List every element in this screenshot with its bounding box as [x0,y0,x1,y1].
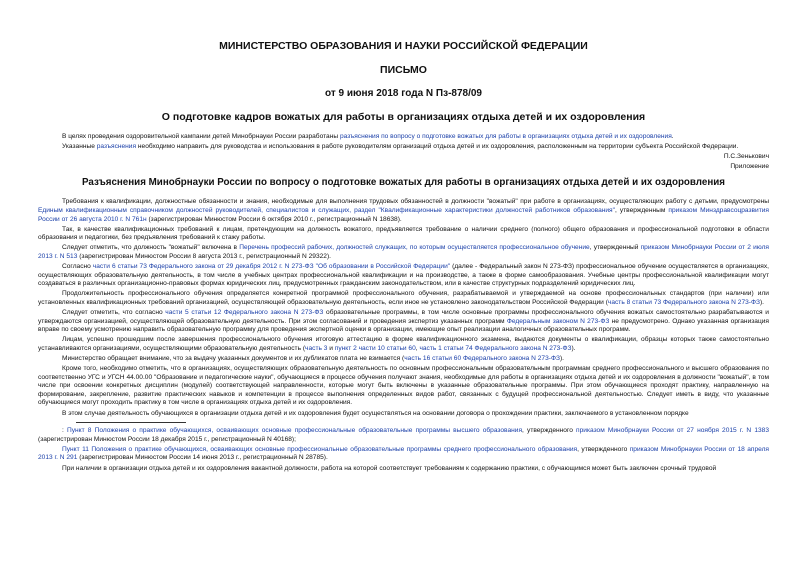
federal-law-273-link[interactable]: Федеральным законом N 273-ФЗ [506,317,610,325]
document-title: О подготовке кадров вожатых для работы в организациях отдыха детей и их оздоровления [161,111,646,123]
section-title: Разъяснения Минобрнауки России по вопросу о подготовке вожатых для работы в организациях отдыха детей и их оздоровления [81,177,726,189]
article-74-part-1-link[interactable]: часть 1 статьи 74 Федерального закона N 273-ФЗ [419,344,572,352]
body-paragraph: В этом случае деятельность обучающихся в организации отдыха детей и их оздоровления будет осуществляться на основании договора о прохождении практики, заключаемого в установленном порядке [62,409,689,417]
footnote: : Пункт 8 Положения о практике обучающихся, осваивающих основные профессиональные образовательные программы высшего образования, утвержденного приказом Минобрнауки России от 27 ноября 2015 г. N 1383 (зарегистрирован Минюстом России 18 декабря 2015 г., регистрационный N 40168); [38,427,769,443]
body-paragraph: Кроме того, необходимо отметить, что в организациях, осуществляющих образовательную деятельность по основным профессиональным образовательным программам среднего профессионального и высшего образования по соответственно УГС и УГСН 44.00.00 "Образование и педагогические науки", обучающиеся в процессе обучения получают знания, необходимые для работы в организациях отдыха детей и их оздоровления в должности "вожатый", в том числе при освоении конкретных дисциплин (модулей) соответствующей направленности, которые могут быть включены в указанные образовательные программы. При этом обучающиеся проходят практику, направленную на формирование, закрепление, развитие практических навыков и компетенции в процессе выполнения определенных видов работ, связанных с будущей профессиональной деятельностью. Следует иметь в виду, что указанные обучающиеся могут проходить практику в том числе в организациях отдыха детей и их оздоровления. [38,365,769,407]
body-paragraph: Следует отметить, что должность "вожатый" включена в Перечень профессий рабочих, должностей служащих, по которым осуществляется профессиональное обучение, утвержденный приказом Минобрнауки России от 2 июля 2013 г. N 513 (зарегистрирован Минюстом России 8 августа 2013 г., регистрационный N 29322). [38,244,769,260]
footnote: При наличии в организации отдыха детей и их оздоровления вакантной должности, работа на которой соответствует требованиям к содержанию практики, с обучающимся может быть заключен срочный трудовой [62,464,717,472]
body-paragraph: Следует отметить, что согласно части 5 статьи 12 Федерального закона N 273-ФЗ образовательные программы, в том числе основные программы профессионального обучения вожатых самостоятельно разрабатываются и утверждаются организацией, осуществляющей образовательную деятельность. При этом согласований и проведения экспертиз указанных программ Федеральным законом N 273-ФЗ не предусмотрено. Однако указанная организация вправе по своему усмотрению направить образовательную программу для проведения экспертной оценки в организации, имеющие опыт реализации аналогичных образовательных программ. [38,309,769,334]
secondary-ed-practice-link[interactable]: Пункт 11 Положения о практике обучающихся, осваивающих основные профессиональные образовательные программы среднего профессионального образования [62,445,578,453]
article-73-part-8-link[interactable]: часть 8 статьи 73 Федерального закона N 273-ФЗ [607,298,760,306]
body-paragraph: Требования к квалификации, должностные обязанности и знания, необходимые для выполнения трудовых обязанностей в должности "вожатый" при работе в организациях, осуществляющих работу с детьми, предусмотрены Единым квалификационным справочником должностей руководителей, специалистов и служащих, раздел "Квалификационные характеристики должностей работников образования", утвержденным приказом Минздравсоцразвития России от 26 августа 2010 г. N 761н (зарегистрирован Минюстом России 6 октября 2010 г., регистрационный N 18638). [38,198,770,223]
order-1383-link[interactable]: приказом Минобрнауки России от 27 ноября 2015 г. N 1383 [576,427,769,435]
explanations-link[interactable]: разъяснения по вопросу о подготовке вожатых для работы в организациях отдыха детей и их оздоровления [339,133,672,140]
qualification-directory-link[interactable]: Единым квалификационным справочником должностей руководителей, специалистов и служащих, раздел "Квалификационные характеристики должностей работников образования" [38,206,615,214]
body-paragraph: Лицам, успешно прошедшим после завершения профессионального обучения итоговую аттестацию в форме квалификационного экзамена, выдаются документы о квалификации, образцы которых также самостоятельно устанавливаются организациями, осуществляющими образовательную деятельность (часть 3 и пункт 2 части 10 статьи 60, часть 1 статьи 74 Федерального закона N 273-ФЗ). [38,336,769,352]
intro-section [38,133,769,152]
part-3-link[interactable]: часть 3 [305,344,328,352]
ministry-heading: МИНИСТЕРСТВО ОБРАЗОВАНИЯ И НАУКИ РОССИЙСКОЙ ФЕДЕРАЦИИ [219,40,588,52]
document-number: от 9 июня 2018 года N Пз-878/09 [324,88,482,99]
higher-ed-practice-link[interactable]: Пункт 8 Положения о практике обучающихся, осваивающих основные профессиональные образовательные программы высшего образования [66,427,523,435]
signature-name: П.С.Зенькович [723,153,769,161]
footnote: Пункт 11 Положения о практике обучающихся, осваивающих основные профессиональные образовательные программы среднего профессионального образования, утвержденного приказом Минобрнауки России от 18 апреля 2013 г. N 291 (зарегистрирован Минюстом России 14 июня 2013 г., регистрационный N 28785). [38,445,769,462]
order-513-link[interactable]: приказом Минобрнауки России от 2 июля 2013 г. N 513 [38,244,769,260]
document-type: ПИСЬМО [380,64,427,76]
order-291-link[interactable]: приказом Минобрнауки России от 18 апреля 2013 г. N 291 [38,445,769,462]
order-761n-link[interactable]: приказом Минздравсоцразвития России от 26 августа 2010 г. N 761н [38,206,770,223]
article-12-part-5-link[interactable]: части 5 статьи 12 Федерального закона N 273-ФЗ [165,309,324,316]
explanations-short-link[interactable]: разъяснения [96,143,137,151]
law-273-article-73-link[interactable]: части 6 статьи 73 Федерального закона от 29 декабря 2012 г. N 273-ФЗ "Об образовании в Российской Федерации" [92,263,451,271]
intro-paragraph: В целях проведения оздоровительной кампании детей Минобрнауки России разработаны разъяснения по вопросу о подготовке вожатых для работы в организациях отдыха детей и их оздоровления. [62,133,674,140]
article-60-part-16-link[interactable]: часть 16 статьи 60 Федерального закона N 273-ФЗ [404,354,560,362]
body-paragraph: Продолжительность профессионального обучения определяется конкретной программой профессионального обучения, разрабатываемой и утверждаемой на основе профессиональных стандартов (при наличии) или установленных квалификационных требований организацией, осуществляющей образовательную деятельность, если иное не установлено законодательством Российской Федерации (часть 8 статьи 73 Федерального закона N 273-ФЗ). [38,290,769,306]
professions-list-link[interactable]: Перечень профессий рабочих, должностей служащих, по которым осуществляется профессиональное обучение [239,244,590,252]
body-section [38,198,769,418]
body-paragraph: Министерство обращает внимание, что за выдачу указанных документов и их дубликатов плата не взимается (часть 16 статьи 60 Федерального закона N 273-ФЗ). [62,354,564,362]
body-paragraph: Так, в качестве квалификационных требований к лицам, претендующим на должность вожатого, предъявляется требование о наличии среднего (полного) общего образования и профессиональной подготовки в области образования и педагогики, без предъявления требований к стажу работы. [38,225,769,242]
article-60-part-10-link[interactable]: пункт 2 части 10 статьи 60 [334,344,416,352]
footnote-divider [76,422,186,423]
appendix-label: Приложение [730,162,769,170]
intro-paragraph: Указанные разъяснения необходимо направить для руководства и использования в работе руководителям организаций отдыха детей и их оздоровления, расположенным на территории субъекта Российской Федерации. [62,143,739,151]
footnotes-section [38,427,769,473]
body-paragraph: Согласно части 6 статьи 73 Федерального закона от 29 декабря 2012 г. N 273-ФЗ "Об образовании в Российской Федерации" (далее - Федеральный закон N 273-ФЗ) профессиональное обучение осуществляется в организациях, осуществляющих образовательную деятельность, в том числе в учебных центрах профессиональной квалификации и на производстве, а также в форме самообразования. Учебные центры профессиональной квалификации могут создаваться в различных организационно-правовых формах юридических лиц, предусмотренных гражданским законодательством, или в качестве структурных подразделений юридических лиц. [38,263,769,288]
